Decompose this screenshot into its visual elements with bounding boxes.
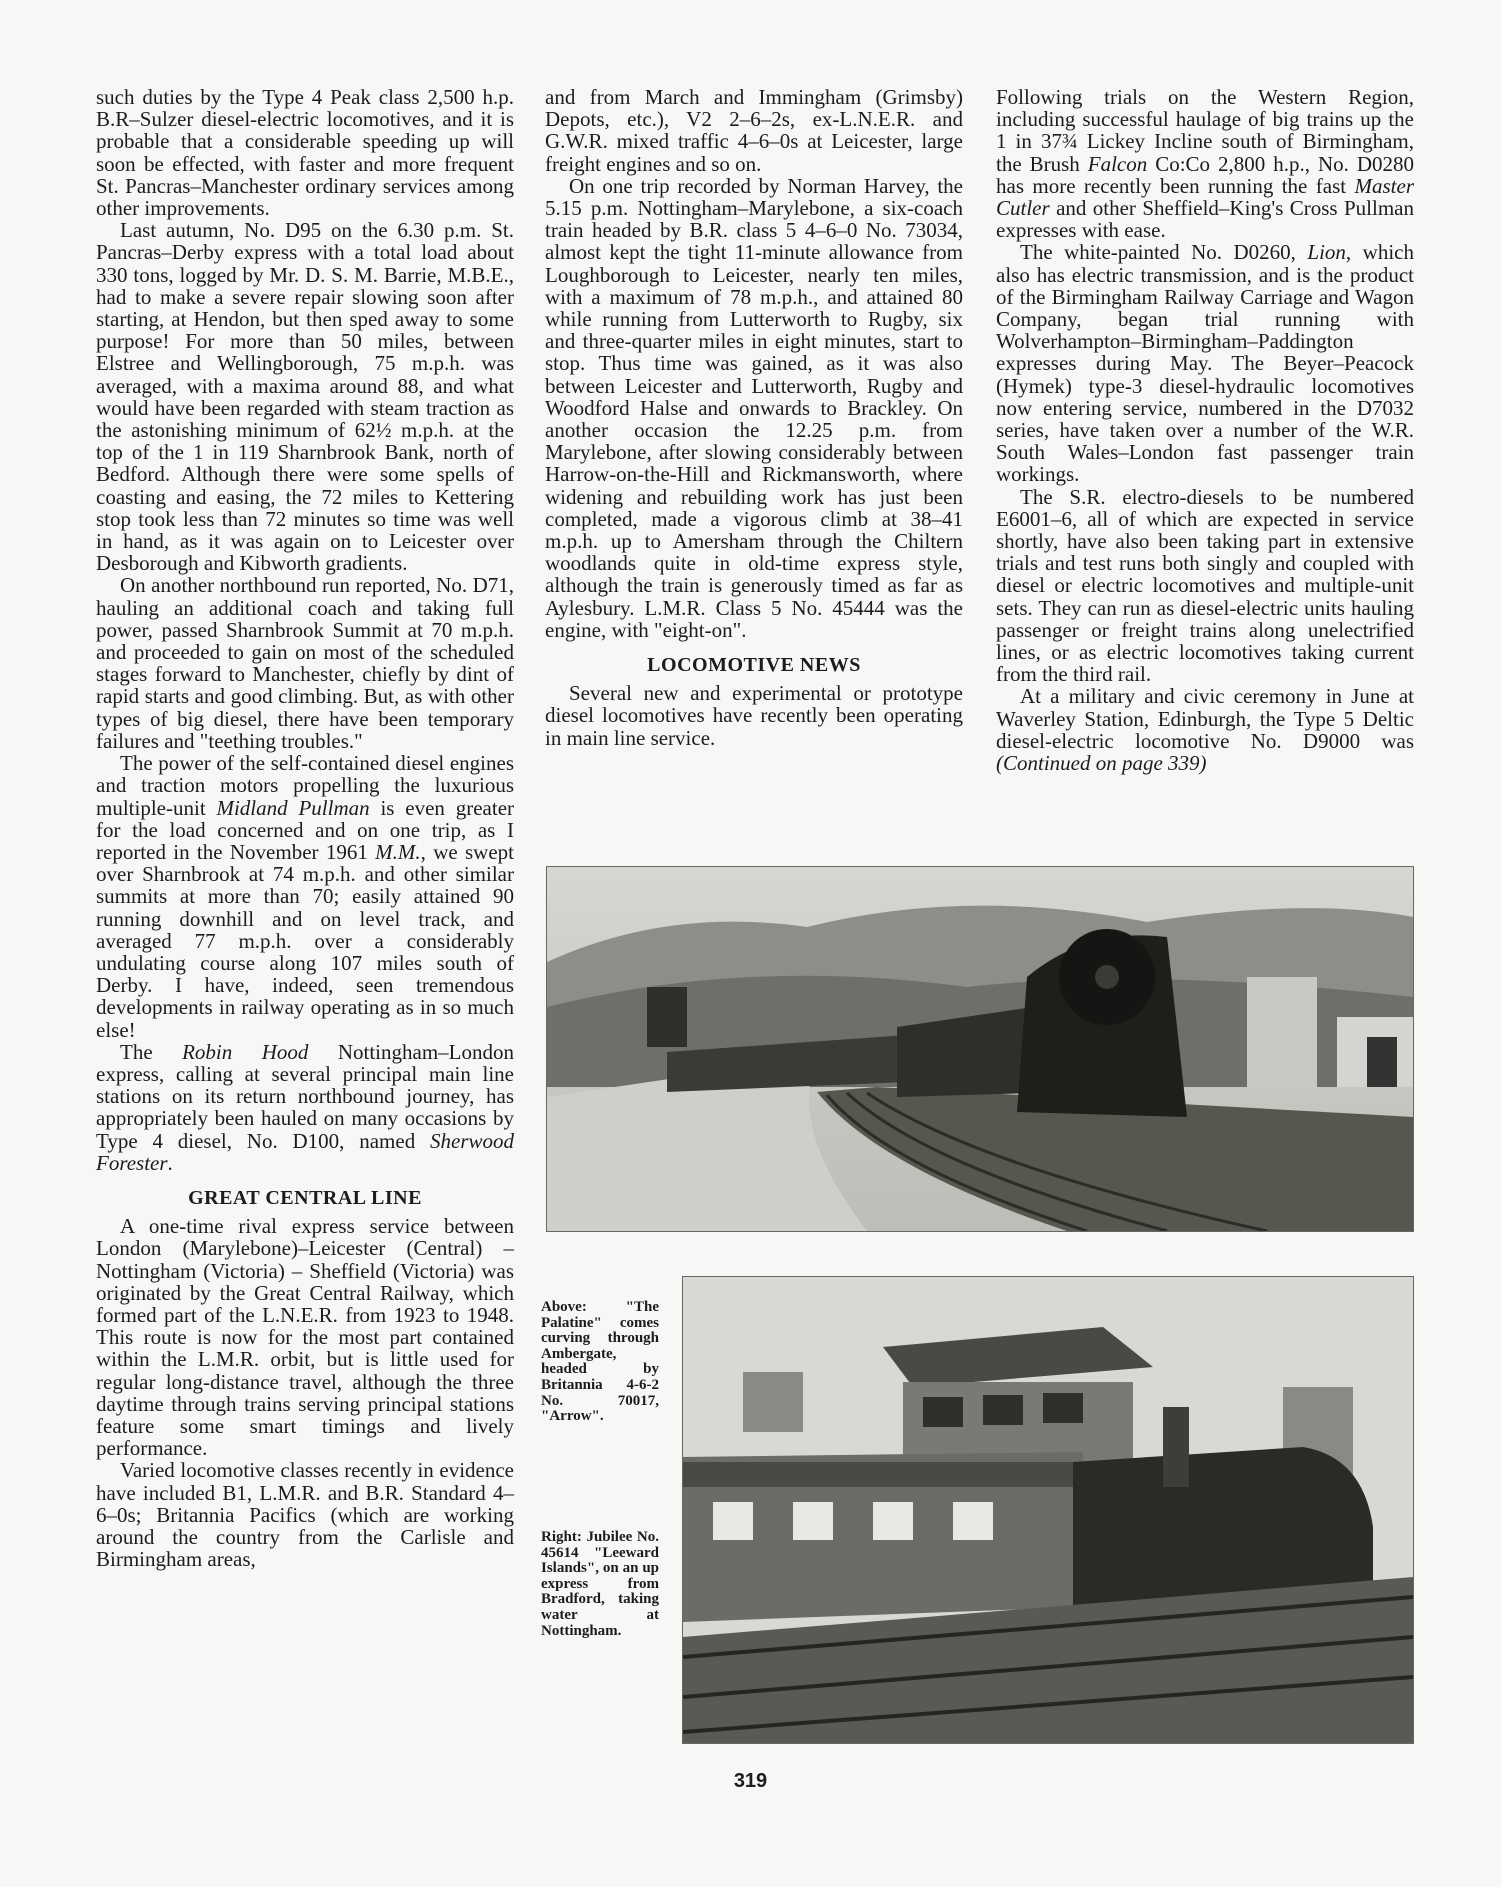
section-heading: GREAT CENTRAL LINE: [188, 1186, 422, 1209]
paragraph: Varied locomotive classes recently in evidence have included B1, L.M.R. and B.R. Standard 4–6–0s; Britannia Pacifics (which are working around the country from the Carlisle and Birmingham areas,: [96, 1458, 514, 1572]
paragraph: On another northbound run reported, No. D71, hauling an additional coach and taking full power, passed Sharnbrook Summit at 70 m.p.h. and proceeded to gain on most of the scheduled stages forward to Manchester, chiefly by dint of rapid starts and good climbing. But, as with other types of big diesel, there have been temporary failures and "teething troubles.": [96, 573, 514, 753]
photo-caption-above: Above: "The Palatine" comes curving through Ambergate, headed by Britannia 4-6-2 No. 70017, "Arrow".: [541, 1299, 659, 1425]
column-1: [96, 86, 514, 1570]
paragraph: and from March and Immingham (Grimsby) Depots, etc.), V2 2–6–2s, ex-L.N.E.R. and G.W.R. mixed traffic 4–6–0s at Leicester, large freight engines and so on.: [545, 85, 963, 176]
paragraph: The white-painted No. D0260, Lion, which also has electric transmission, and is the product of the Birmingham Railway Carriage and Wagon Company, began trial running with Wolverhampton–Birmingham–Paddington expresses during May. The Beyer–Peacock (Hymek) type-3 diesel-hydraulic locomotives now entering service, numbered in the D7032 series, have taken over a number of the W.R. South Wales–London fast passenger train workings.: [996, 240, 1414, 487]
paragraph: Several new and experimental or prototype diesel locomotives have recently been operating in main line service.: [545, 681, 963, 750]
paragraph: On one trip recorded by Norman Harvey, the 5.15 p.m. Nottingham–Marylebone, a six-coach train headed by B.R. class 5 4–6–0 No. 73034, almost kept the tight 11-minute allowance from Loughborough to Leicester, nearly ten miles, with a maximum of 78 m.p.h., and attained 80 while running from Lutterworth to Rugby, six and three-quarter miles in eight minutes, start to stop. Thus time was gained, as it was also between Leicester and Lutterworth, Rugby and Woodford Halse and onwards to Brackley. On another occasion the 12.25 p.m. from Marylebone, after slowing considerably between Harrow-on-the-Hill and Rickmansworth, where widening and rebuilding work has just been completed, made a vigorous climb at 38–41 m.p.h. up to Amersham through the Chiltern woodlands quite in old-time express style, although the train is generously timed as far as Aylesbury. L.M.R. Class 5 No. 45444 was the engine, with "eight-on".: [545, 173, 963, 642]
paragraph: A one-time rival express service between London (Marylebone)–Leicester (Central) – Nottingham (Victoria) – Sheffield (Victoria) was originated by the Great Central Railway, which formed part of the L.N.E.R. from 1923 to 1948. This route is now for the most part contained within the L.M.R. orbit, but is little used for regular long-distance travel, although the three daytime through trains serving principal stations feature some smart timings and lively performance.: [96, 1214, 514, 1461]
column-3: [996, 86, 1414, 774]
paragraph: such duties by the Type 4 Peak class 2,500 h.p. B.R–Sulzer diesel-electric locomotives, and it is probable that a considerable speeding up will soon be effected, with faster and more frequent St. Pancras–Manchester ordinary services among other improvements.: [96, 85, 514, 221]
ambergate-train-photo: [546, 866, 1414, 1232]
paragraph: Following trials on the Western Region, including successful haulage of big trains up the 1 in 37¾ Lickey Incline south of Birmingham, the Brush Falcon Co:Co 2,800 h.p., No. D0280 has more recently been running the fast Master Cutler and other Sheffield–King's Cross Pullman expresses with ease.: [996, 85, 1415, 243]
page-number: 319: [733, 1770, 768, 1792]
paragraph: The power of the self-contained diesel engines and traction motors propelling the luxurious multiple-unit Midland Pullman is even greater for the load concerned and on one trip, as I reported in the November 1961 M.M., we swept over Sharnbrook at 74 m.p.h. and other similar summits at more than 70; easily attained 90 running downhill and on level track, and averaged 77 m.p.h. over a considerably undulating course along 107 miles south of Derby. I have, indeed, seen tremendous developments in railway operating as in so much else!: [96, 751, 515, 1042]
column-2: [545, 86, 963, 749]
paragraph: The Robin Hood Nottingham–London express, calling at several principal main line stations on its return northbound journey, has appropriately been hauled on many occasions by Type 4 diesel, No. D100, named Sherwood Forester.: [96, 1039, 514, 1175]
photo-caption-right: Right: Jubilee No. 45614 "Leeward Islands", on an up express from Bradford, taking water at Nottingham.: [541, 1529, 659, 1639]
section-heading: LOCOMOTIVE NEWS: [647, 654, 861, 677]
paragraph: At a military and civic ceremony in June at Waverley Station, Edinburgh, the Type 5 Deltic diesel-electric locomotive No. D9000 was (Continued on page 339): [996, 684, 1414, 776]
nottingham-train-photo: [682, 1276, 1414, 1744]
paragraph: The S.R. electro-diesels to be numbered E6001–6, all of which are expected in service shortly, have also been taking part in extensive trials and test runs both singly and coupled with diesel or electric locomotives and multiple-unit sets. They can run as diesel-electric units hauling passenger or freight trains along unelectrified lines, or as electric locomotives taking current from the third rail.: [996, 484, 1414, 687]
paragraph: Last autumn, No. D95 on the 6.30 p.m. St. Pancras–Derby express with a total load about 330 tons, logged by Mr. D. S. M. Barrie, M.B.E., had to make a severe repair slowing soon after starting, at Hendon, but then sped away to some purpose! For more than 50 miles, between Elstree and Wellingborough, 75 m.p.h. was averaged, with a maxima around 88, and what would have been regarded with steam traction as the astonishing minimum of 62½ m.p.h. at the top of the 1 in 119 Sharnbrook Bank, north of Bedford. Although there were some spells of coasting and easing, the 72 miles to Kettering stop took less than 72 minutes so time was well in hand, as it was again on to Leicester over Desborough and Kibworth gradients.: [96, 218, 514, 576]
